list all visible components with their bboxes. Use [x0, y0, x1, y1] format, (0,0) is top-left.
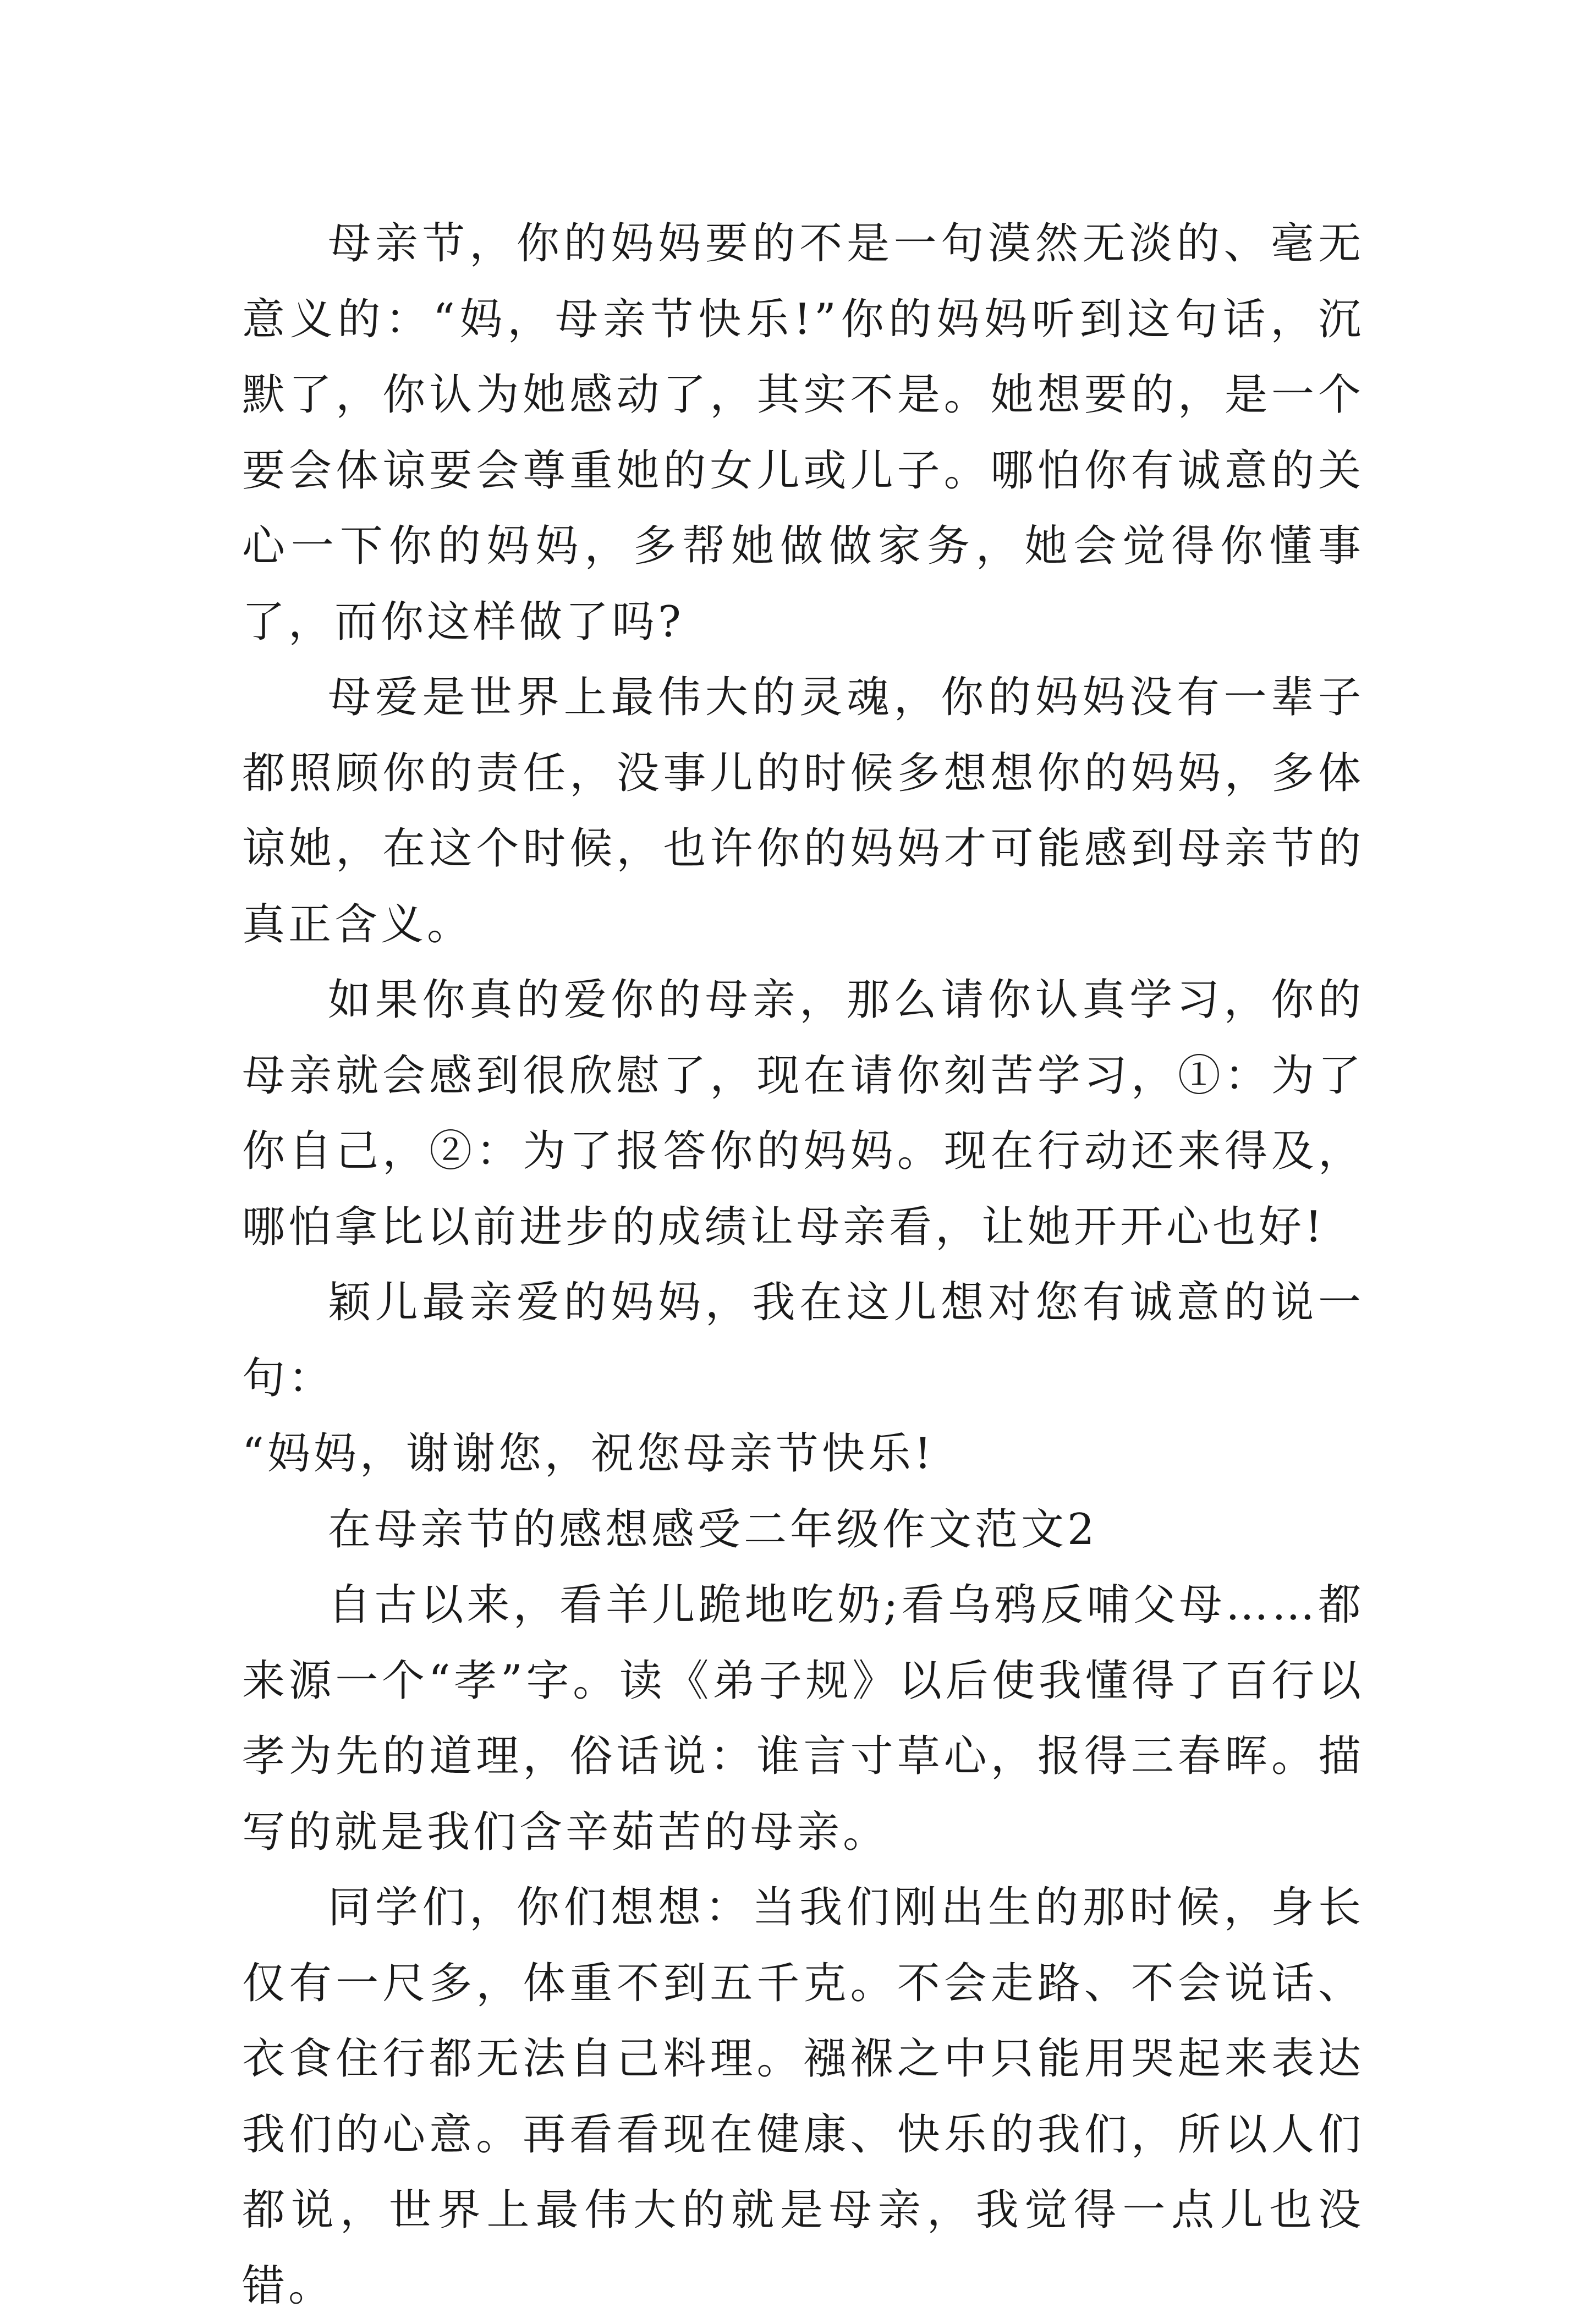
paragraph-4: 颖儿最亲爱的妈妈，我在这儿想对您有诚意的说一句： [242, 1278, 1364, 1403]
section-heading: 在母亲节的感想感受二年级作文范文2 [328, 1504, 1098, 1554]
paragraph-2: 母爱是世界上最伟大的灵魂，你的妈妈没有一辈子都照顾你的责任，没事儿的时候多想想你的妈妈，多体谅她，在这个时候，也许你的妈妈才可能感到母亲节的真正含义。 [242, 673, 1364, 949]
document-body [242, 206, 1364, 2324]
paragraph-quote: “妈妈，谢谢您，祝您母亲节快乐! [242, 1429, 935, 1479]
paragraph-3: 如果你真的爱你的母亲，那么请你认真学习，你的母亲就会感到很欣慰了，现在请你刻苦学习，①：为了你自己，②：为了报答你的妈妈。现在行动还来得及，哪怕拿比以前进步的成绩让母亲看，让她开开心也好! [242, 975, 1364, 1252]
paragraph-6: 同学们，你们想想：当我们刚出生的那时候，身长仅有一尺多，体重不到五千克。不会走路、不会说话、衣食住行都无法自己料理。襁褓之中只能用哭起来表达我们的心意。再看看现在健康、快乐的我们，所以人们都说，世界上最伟大的就是母亲，我觉得一点儿也没错。 [242, 1883, 1364, 2311]
paragraph-5: 自古以来，看羊儿跪地吃奶;看乌鸦反哺父母……都来源一个“孝”字。读《弟子规》以后使我懂得了百行以孝为先的道理，俗话说：谁言寸草心，报得三春晖。描写的就是我们含辛茹苦的母亲。 [242, 1580, 1364, 1857]
paragraph-1: 母亲节，你的妈妈要的不是一句漠然无淡的、毫无意义的：“妈，母亲节快乐!”你的妈妈听到这句话，沉默了，你认为她感动了，其实不是。她想要的，是一个要会体谅要会尊重她的女儿或儿子。哪怕你有诚意的关心一下你的妈妈，多帮她做做家务，她会觉得你懂事了，而你这样做了吗? [242, 219, 1364, 647]
